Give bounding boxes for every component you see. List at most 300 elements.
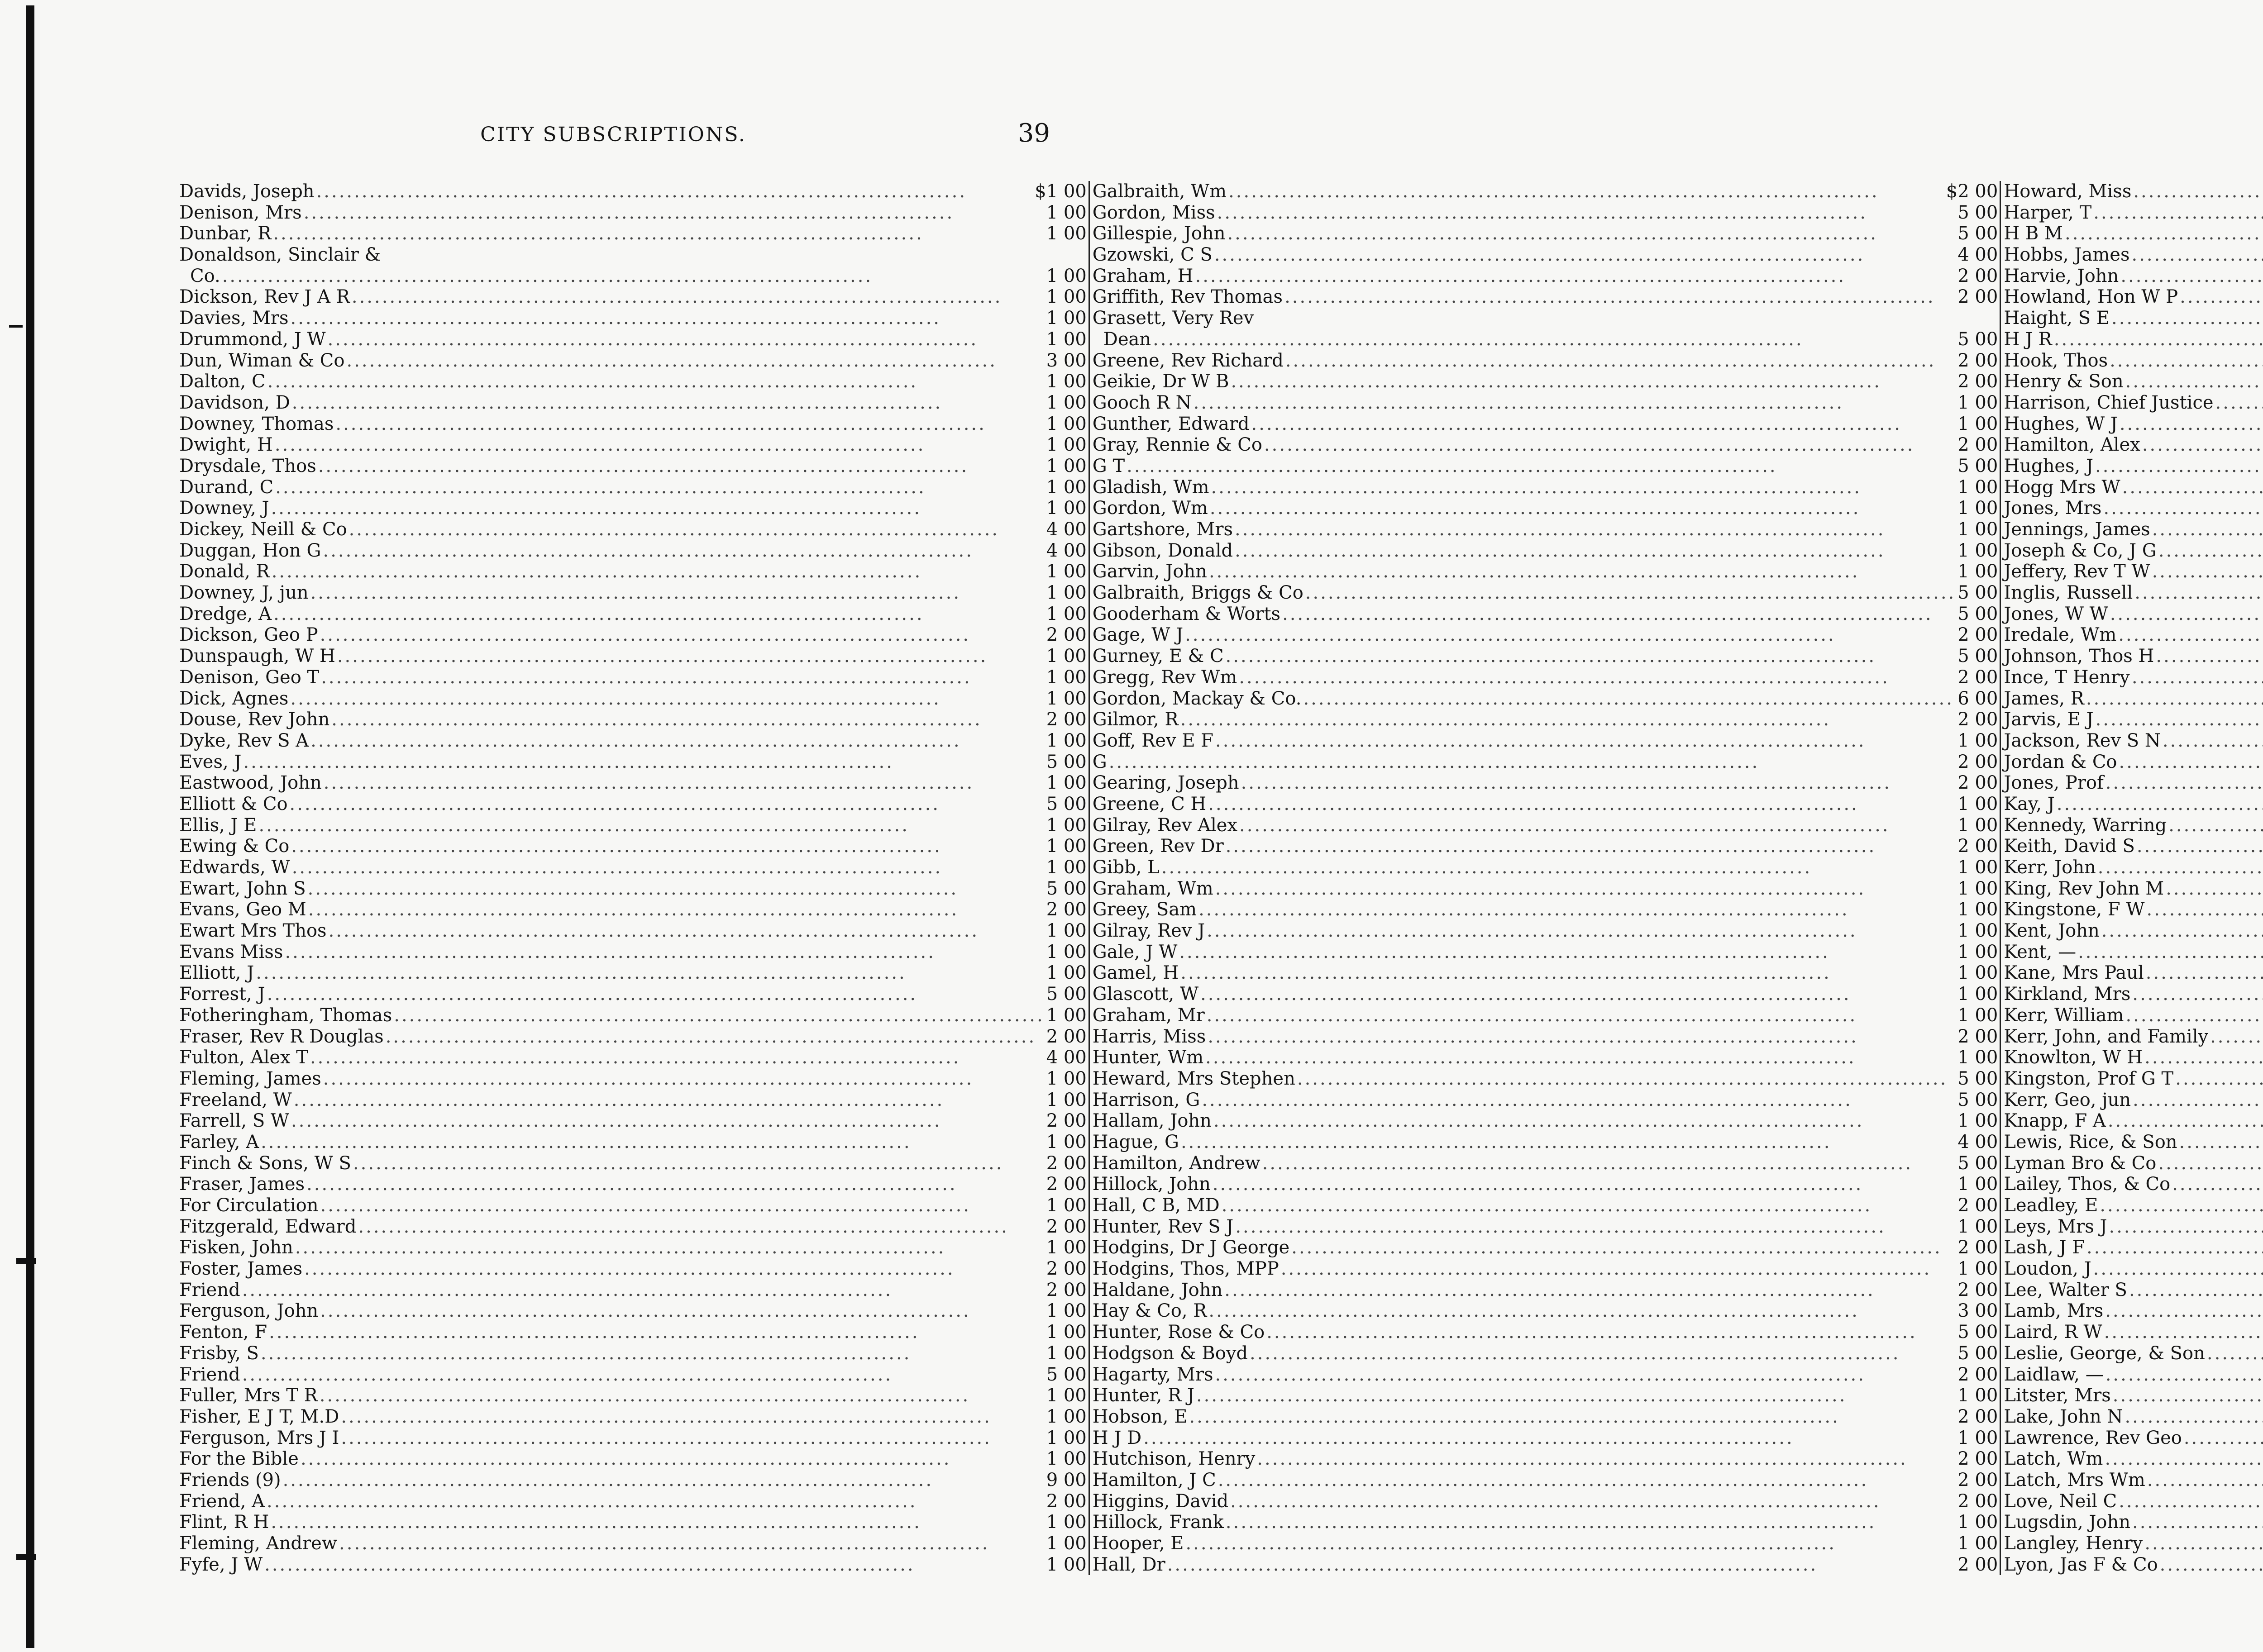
subscription-row — [177, 1132, 1089, 1153]
amount: 2 00 — [1046, 1216, 1087, 1237]
subscription-row — [1090, 519, 2000, 540]
amount: 5 00 — [1957, 455, 1998, 476]
subscriber-name: Farrell, S W — [179, 1110, 290, 1132]
subscriber-name: Lamb, Mrs — [2004, 1300, 2104, 1322]
subscriber-name: Gilray, Rev Alex — [1092, 814, 1238, 836]
dot-leader — [288, 688, 1046, 709]
dot-leader — [1212, 1110, 1957, 1132]
subscriber-name: Haight, S E — [2004, 308, 2110, 329]
subscriber-name: Galbraith, Briggs & Co — [1092, 582, 1303, 604]
subscription-row — [1090, 794, 2000, 815]
subscriber-name: Fuller, Mrs T R — [179, 1385, 318, 1406]
subscription-row — [177, 308, 1089, 329]
amount: 1 00 — [1046, 1554, 1087, 1575]
subscription-row — [2001, 1174, 2263, 1195]
subscriber-name: Fisher, E J T, M.D — [179, 1406, 339, 1427]
dot-leader — [2154, 646, 2263, 667]
subscriber-name: Dickey, Neill & Co — [179, 519, 347, 540]
subscription-row — [1090, 1512, 2000, 1533]
amount: 1 00 — [1046, 498, 1087, 519]
amount: 1 00 — [1046, 223, 1087, 244]
subscription-row — [2001, 878, 2263, 900]
dot-leader — [267, 1322, 1046, 1343]
dot-leader — [292, 1090, 1046, 1111]
dot-leader — [1194, 1385, 1957, 1406]
subscriber-name: For Circulation — [179, 1195, 319, 1216]
subscriber-name: Griffith, Rev Thomas — [1092, 286, 1283, 308]
subscription-row — [1090, 1428, 2000, 1449]
subscription-row — [2001, 730, 2263, 752]
dot-leader — [1280, 604, 1957, 625]
dot-leader — [2173, 1068, 2263, 1090]
dot-leader — [2107, 1216, 2263, 1238]
amount: 1 00 — [1046, 772, 1087, 794]
subscription-row — [2001, 1343, 2263, 1364]
amount: 1 00 — [1046, 434, 1087, 456]
subscriber-name: Hay & Co, R — [1092, 1300, 1207, 1322]
dot-leader — [1179, 1132, 1957, 1153]
dot-leader — [1255, 1448, 1957, 1470]
subscriber-name: Green, Rev Dr — [1092, 836, 1224, 857]
subscription-row — [2001, 857, 2263, 878]
dot-leader — [318, 1385, 1046, 1406]
subscription-row — [177, 1491, 1089, 1512]
amount: 1 00 — [1046, 1005, 1087, 1026]
subscriber-name: Fleming, Andrew — [179, 1533, 338, 1554]
dot-leader — [2140, 434, 2263, 456]
dot-leader — [339, 1428, 1046, 1449]
subscription-row — [2001, 1005, 2263, 1026]
dot-leader — [308, 1047, 1046, 1068]
dot-leader — [2145, 899, 2263, 920]
subscriber-name: Gage, W J — [1092, 624, 1184, 646]
dot-leader — [266, 371, 1046, 392]
dot-leader — [299, 1448, 1046, 1470]
dot-leader — [2208, 1026, 2263, 1047]
subscriber-name: Langley, Henry — [2004, 1533, 2143, 1554]
dot-leader — [220, 266, 1046, 287]
subscriber-name: Hughes, W J — [2004, 413, 2118, 434]
amount: 5 00 — [1957, 1343, 1998, 1364]
subscriber-name: Denison, Mrs — [179, 202, 302, 223]
subscriber-name: Gzowski, C S — [1092, 244, 1213, 266]
column-1 — [177, 181, 1089, 1575]
amount: 1 00 — [1046, 1131, 1087, 1152]
dot-leader — [321, 540, 1046, 562]
amount: 5 00 — [1046, 878, 1087, 899]
subscription-row — [2001, 1110, 2263, 1132]
amount: 5 00 — [1046, 984, 1087, 1005]
dot-leader — [309, 730, 1046, 752]
subscription-row — [177, 244, 1089, 266]
subscription-row — [2001, 371, 2263, 392]
subscriber-name: Hodgson & Boyd — [1092, 1343, 1248, 1364]
dot-leader — [2205, 1343, 2263, 1364]
subscriber-name: Fleming, James — [179, 1068, 321, 1089]
amount: 1 00 — [1957, 476, 1998, 498]
subscriber-name: Kennedy, Warring — [2004, 814, 2167, 836]
dot-leader — [1227, 181, 1946, 202]
subscriber-name: Kerr, William — [2004, 1005, 2124, 1026]
subscriber-name: G — [1092, 751, 1107, 772]
subscription-row — [1090, 1047, 2000, 1068]
subscriber-name: Ellis, J E — [179, 814, 257, 836]
subscription-row — [1090, 752, 2000, 773]
dot-leader — [1279, 1258, 1958, 1280]
dot-leader — [1160, 857, 1958, 878]
subscriber-name: G T — [1092, 455, 1125, 476]
column-3 — [2000, 181, 2263, 1575]
subscriber-name: Gregg, Rev Wm — [1092, 667, 1237, 688]
subscriber-name: Graham, Mr — [1092, 1005, 1205, 1026]
amount: $2 00 — [1946, 181, 1998, 202]
subscriber-name: Harrison, Chief Justice — [2004, 392, 2214, 413]
subscription-row — [1090, 1237, 2000, 1258]
dot-leader — [2133, 582, 2263, 604]
subscription-row — [2001, 794, 2263, 815]
subscription-row — [2001, 181, 2263, 202]
amount: 1 00 — [1046, 561, 1087, 582]
dot-leader — [322, 772, 1046, 794]
dot-leader — [1207, 1300, 1957, 1322]
dot-leader — [2118, 414, 2263, 435]
amount: 2 00 — [1957, 772, 1998, 794]
subscription-row — [177, 646, 1089, 667]
subscription-row — [2001, 667, 2263, 688]
dot-leader — [2130, 984, 2263, 1005]
subscription-row — [177, 1364, 1089, 1385]
amount: 2 00 — [1046, 1279, 1087, 1300]
dot-leader — [1237, 815, 1957, 836]
dot-leader — [2150, 519, 2263, 540]
subscription-row — [1090, 920, 2000, 942]
dot-leader — [1192, 392, 1958, 414]
subscriber-name: Eves, J — [179, 751, 242, 772]
amount: 4 00 — [1046, 540, 1087, 561]
amount: 1 00 — [1046, 392, 1087, 413]
subscriber-name: Hagarty, Mrs — [1092, 1364, 1213, 1385]
subscriber-name: Gibson, Donald — [1092, 540, 1233, 561]
subscription-row — [1090, 1470, 2000, 1491]
subscriber-name: Lee, Walter S — [2004, 1279, 2127, 1300]
subscription-row — [177, 709, 1089, 730]
dot-leader — [2130, 667, 2263, 688]
amount: 1 00 — [1957, 730, 1998, 751]
subscription-row — [1090, 498, 2000, 519]
dot-leader — [1165, 1554, 1958, 1576]
dot-leader — [2085, 1237, 2263, 1258]
subscriber-name: Harper, T — [2004, 202, 2092, 223]
subscription-row — [2001, 1258, 2263, 1280]
amount: 1 00 — [1046, 730, 1087, 751]
subscription-row — [2001, 1491, 2263, 1512]
subscription-row — [177, 434, 1089, 456]
subscriber-name: Lyon, Jas F & Co — [2004, 1554, 2158, 1575]
amount: 1 00 — [1957, 793, 1998, 814]
subscription-row — [1090, 540, 2000, 562]
amount: 3 00 — [1957, 1300, 1998, 1322]
subscriber-name: Lugsdin, John — [2004, 1512, 2131, 1533]
dot-leader — [240, 1280, 1046, 1301]
dot-leader — [272, 604, 1046, 625]
subscription-row — [177, 899, 1089, 920]
dot-leader — [269, 1512, 1046, 1533]
subscription-row — [2001, 984, 2263, 1005]
amount: 2 00 — [1046, 899, 1087, 920]
dot-leader — [290, 392, 1046, 414]
subscription-row — [177, 392, 1089, 414]
amount: 1 00 — [1957, 941, 1998, 962]
dot-leader — [2108, 350, 2263, 371]
dot-leader — [290, 857, 1046, 878]
subscriber-name: Hillock, John — [1092, 1174, 1211, 1195]
subscriber-name: Hillock, Frank — [1092, 1512, 1224, 1533]
subscription-row — [177, 1385, 1089, 1406]
amount: 1 00 — [1046, 328, 1087, 350]
amount: 4 00 — [1957, 1131, 1998, 1152]
subscriber-name: Dredge, A — [179, 603, 272, 624]
dot-leader — [2170, 1174, 2263, 1195]
subscriber-name: Dickson, Rev J A R — [179, 286, 350, 308]
dot-leader — [2110, 308, 2263, 329]
dot-leader — [265, 984, 1046, 1005]
subscription-row — [1090, 1406, 2000, 1428]
amount: 1 00 — [1046, 1089, 1087, 1110]
amount: 2 00 — [1957, 1279, 1998, 1300]
amount: 2 00 — [1046, 1152, 1087, 1174]
subscriber-name: Duggan, Hon G — [179, 540, 321, 561]
subscriber-name: Freeland, W — [179, 1089, 292, 1110]
subscriber-name: Dick, Agnes — [179, 688, 289, 709]
subscription-row — [1090, 667, 2000, 688]
subscriber-name: Hook, Thos — [2004, 350, 2108, 371]
subscriber-name: Jeffery, Rev T W — [2004, 561, 2150, 582]
subscriber-name: Co. — [190, 265, 220, 286]
dot-leader — [1203, 1047, 1957, 1068]
subscription-row — [177, 604, 1089, 625]
subscriber-name: Fulton, Alex T — [179, 1047, 308, 1068]
dot-leader — [1187, 1406, 1957, 1428]
subscription-row — [1090, 434, 2000, 456]
dot-leader — [1213, 878, 1958, 900]
subscriber-name: Hodgins, Dr J George — [1092, 1237, 1290, 1258]
subscriber-name: Kerr, John — [2004, 857, 2096, 878]
subscriber-name: Love, Neil C — [2004, 1490, 2117, 1512]
dot-leader — [2156, 1153, 2263, 1174]
subscriber-name: Kay, J — [2004, 793, 2055, 814]
dot-leader — [1206, 1026, 1957, 1047]
subscription-row — [2001, 1364, 2263, 1385]
subscription-row — [1090, 308, 2000, 329]
subscriber-name: Hall, Dr — [1092, 1554, 1165, 1575]
amount: 1 00 — [1046, 920, 1087, 942]
amount: 2 00 — [1957, 709, 1998, 730]
subscriber-name: Douse, Rev John — [179, 709, 330, 730]
subscription-row — [1090, 942, 2000, 963]
dot-leader — [1229, 371, 1957, 392]
subscriber-name: Kerr, John, and Family — [2004, 1026, 2209, 1047]
subscription-row — [177, 1554, 1089, 1576]
dot-leader — [315, 181, 1035, 202]
subscription-row — [177, 1512, 1089, 1533]
dot-leader — [2084, 688, 2263, 709]
subscriber-name: Finch & Sons, W S — [179, 1152, 351, 1174]
subscription-row — [1090, 772, 2000, 794]
subscription-row — [177, 772, 1089, 794]
subscriber-name: Knowlton, W H — [2004, 1047, 2143, 1068]
subscriber-name: Gurney, E & C — [1092, 646, 1224, 667]
amount: 1 00 — [1046, 308, 1087, 329]
subscription-row — [1090, 582, 2000, 604]
subscription-row — [1090, 414, 2000, 435]
subscriber-name: Kent, — — [2004, 941, 2077, 962]
amount: 2 00 — [1957, 1406, 1998, 1427]
dot-leader — [281, 1470, 1046, 1491]
dot-leader — [2117, 752, 2263, 773]
margin-mark — [16, 1554, 36, 1560]
dot-leader — [1213, 730, 1957, 752]
subscriber-name: Hogg Mrs W — [2004, 476, 2120, 498]
subscriber-name: Hughes, J — [2004, 455, 2094, 476]
amount: 1 00 — [1046, 941, 1087, 962]
subscriber-name: Johnson, Thos H — [2004, 646, 2154, 667]
subscription-row — [177, 456, 1089, 477]
subscriber-name: Hunter, Wm — [1092, 1047, 1204, 1068]
amount: 1 00 — [1046, 202, 1087, 223]
subscription-row — [177, 1005, 1089, 1026]
subscriber-name: Edwards, W — [179, 857, 290, 878]
subscriber-name: Dunspaugh, W H — [179, 646, 335, 667]
dot-leader — [2120, 477, 2263, 498]
dot-leader — [2124, 1005, 2263, 1026]
subscription-row — [177, 223, 1089, 244]
amount: 2 00 — [1957, 667, 1998, 688]
amount: 2 00 — [1957, 1469, 1998, 1490]
subscriber-name: Garvin, John — [1092, 561, 1207, 582]
subscriber-name: H J R — [2004, 328, 2052, 350]
amount: 5 00 — [1957, 582, 1998, 604]
subscriber-name: Gearing, Joseph — [1092, 772, 1239, 794]
subscriber-name: Fotheringham, Thomas — [179, 1005, 392, 1026]
dot-leader — [327, 920, 1046, 942]
subscription-row — [177, 962, 1089, 984]
amount: 1 00 — [1046, 1237, 1087, 1258]
amount: 1 00 — [1046, 1322, 1087, 1343]
amount: 9 00 — [1046, 1469, 1087, 1490]
dot-leader — [339, 1406, 1046, 1428]
dot-leader — [2164, 878, 2263, 900]
subscriber-name: Jennings, James — [2004, 519, 2150, 540]
dot-leader — [1200, 1090, 1957, 1111]
subscriber-name: Hutchison, Henry — [1092, 1448, 1256, 1470]
subscription-row — [2001, 1026, 2263, 1047]
dot-leader — [356, 1216, 1046, 1238]
dot-leader — [1250, 414, 1958, 435]
dot-leader — [335, 646, 1046, 667]
amount: 1 00 — [1046, 1195, 1087, 1216]
dot-leader — [1141, 1428, 1957, 1449]
dot-leader — [319, 667, 1046, 688]
dot-leader — [2157, 540, 2263, 562]
subscription-row — [177, 286, 1089, 308]
amount: 1 00 — [1957, 857, 1998, 878]
dot-leader — [2135, 836, 2263, 857]
subscription-row — [1090, 202, 2000, 224]
margin-mark — [9, 325, 23, 328]
subscription-row — [1090, 561, 2000, 582]
amount: 1 00 — [1046, 1533, 1087, 1554]
dot-leader — [1303, 582, 1957, 604]
amount: 1 00 — [1957, 498, 1998, 519]
subscriber-name: Gamel, H — [1092, 962, 1179, 984]
subscriber-name: Dalton, C — [179, 371, 266, 392]
amount: 2 00 — [1957, 350, 1998, 371]
subscription-row — [1090, 1300, 2000, 1322]
subscription-row — [2001, 582, 2263, 604]
subscription-row — [177, 1110, 1089, 1132]
subscription-row — [177, 181, 1089, 202]
amount: 1 00 — [1957, 413, 1998, 434]
subscriber-name: Howland, Hon W P — [2004, 286, 2178, 308]
subscription-row — [177, 414, 1089, 435]
dot-leader — [1237, 667, 1957, 688]
amount: 1 00 — [1957, 392, 1998, 413]
amount: 2 00 — [1046, 1026, 1087, 1047]
subscriber-name: Leadley, E — [2004, 1195, 2098, 1216]
subscription-row — [2001, 456, 2263, 477]
subscriber-name: Gordon, Miss — [1092, 202, 1215, 223]
amount: 1 00 — [1957, 962, 1998, 984]
amount: 1 00 — [1046, 1406, 1087, 1427]
subscription-row — [177, 920, 1089, 942]
subscriber-name: Henry & Son — [2004, 371, 2124, 392]
dot-leader — [2055, 794, 2263, 815]
subscriber-name: Ferguson, Mrs J I — [179, 1427, 339, 1448]
subscription-row — [177, 371, 1089, 392]
amount: 2 00 — [1957, 1490, 1998, 1512]
dot-leader — [1179, 709, 1958, 730]
subscription-row — [2001, 434, 2263, 456]
subscriber-name: Leys, Mrs J — [2004, 1216, 2107, 1237]
amount: 2 00 — [1957, 751, 1998, 772]
dot-leader — [305, 1174, 1046, 1195]
subscription-row — [177, 1195, 1089, 1216]
subscriber-name: Laird, R W — [2004, 1322, 2102, 1343]
dot-leader — [321, 1068, 1046, 1090]
dot-leader — [269, 498, 1046, 519]
subscription-row — [1090, 688, 2000, 709]
subscriber-name: Harvie, John — [2004, 265, 2119, 286]
dot-leader — [2123, 1406, 2263, 1428]
amount: 1 00 — [1046, 688, 1087, 709]
subscription-row — [1090, 1110, 2000, 1132]
subscription-row — [2001, 1448, 2263, 1470]
subscription-row — [177, 561, 1089, 582]
subscription-row — [177, 1090, 1089, 1111]
dot-leader — [1184, 1533, 1957, 1554]
subscription-row — [1090, 371, 2000, 392]
subscription-row — [2001, 223, 2263, 244]
subscription-row — [177, 202, 1089, 224]
subscription-row — [177, 1322, 1089, 1343]
subscriber-name: Friend, A — [179, 1490, 265, 1512]
subscription-row — [1090, 604, 2000, 625]
subscription-row — [2001, 942, 2263, 963]
subscriber-name: Friend — [179, 1279, 240, 1300]
subscription-row — [2001, 920, 2263, 942]
dot-leader — [1295, 1068, 1957, 1090]
amount: 1 00 — [1046, 836, 1087, 857]
